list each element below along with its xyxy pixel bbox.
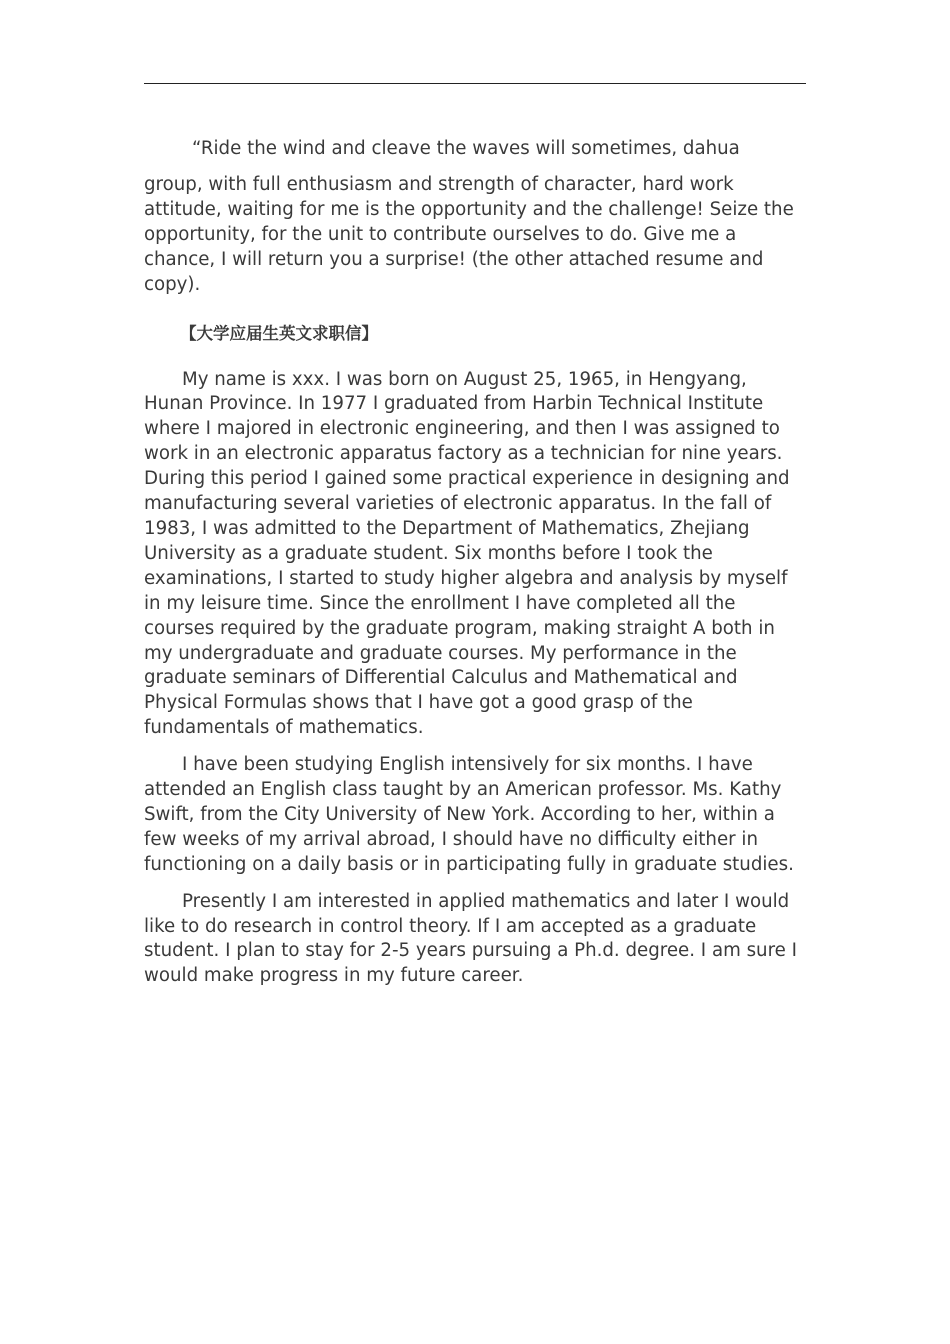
- paragraph-1-continuation: group, with full enthusiasm and strength of character, hard work attitude, waiting for me is the opportunity and the challenge! Seize the opportunity, for the unit to contribute ourselves to do. Give me a chance, I will return you a surprise! (the other attached resume and copy).: [144, 174, 794, 295]
- document-body: [144, 136, 806, 989]
- paragraph-2: My name is xxx. I was born on August 25, 1965, in Hengyang, Hunan Province. In 1977 I graduated from Harbin Technical Institute where I majored in electronic engineering, and then I was assigned to work in an electronic apparatus factory as a technician for nine years. During this period I gained some practical experience in designing and manufacturing several varieties of electronic apparatus. In the fall of 1983, I was admitted to the Department of Mathematics, Zhejiang University as a graduate student. Six months before I took the examinations, I started to study higher algebra and analysis by myself in my leisure time. Since the enrollment I have completed all the courses required by the graduate program, making straight A both in my undergraduate and graduate courses. My performance in the graduate seminars of Differential Calculus and Mathematical and Physical Formulas shows that I have got a good grasp of the fundamentals of mathematics.: [144, 368, 790, 739]
- section-heading: 【大学应届生英文求职信】: [180, 323, 378, 343]
- paragraph-1-first-line: “Ride the wind and cleave the waves will sometimes, dahua: [192, 138, 740, 159]
- header-rule: [144, 83, 806, 84]
- paragraph-3: I have been studying English intensively for six months. I have attended an English class taught by an American professor. Ms. Kathy Swift, from the City University of New York. According to her, within a few weeks of my arrival abroad, I should have no difficulty either in functioning on a daily basis or in participating fully in graduate studies.: [144, 754, 794, 875]
- paragraph-4: Presently I am interested in applied mathematics and later I would like to do research in control theory. If I am accepted as a graduate student. I plan to stay for 2-5 years pursuing a Ph.d. degree. I am sure I would make progress in my future career.: [144, 890, 797, 987]
